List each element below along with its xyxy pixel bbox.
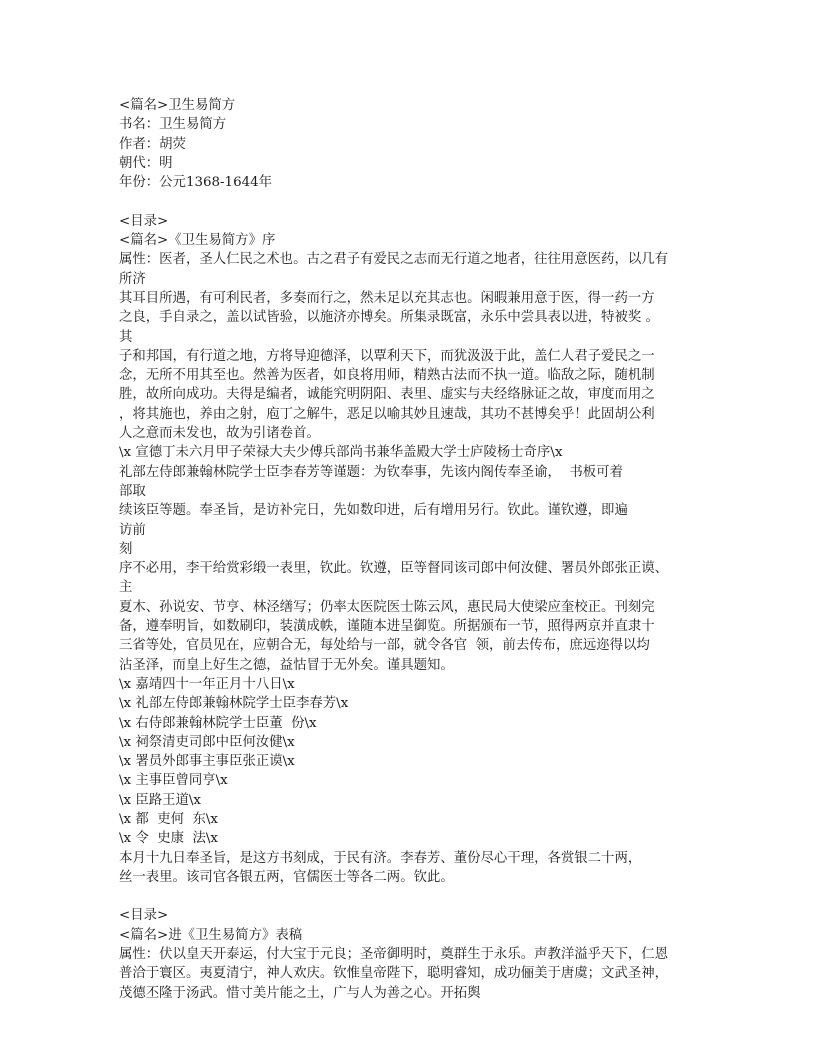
text-line: 访前 [119, 522, 146, 538]
text-line: 属性：伏以皇天开泰运，付大宝于元良；圣帝御明时，奠群生于永乐。声教洋溢乎天下，仁恩 [119, 947, 669, 963]
text-line: 其 [119, 329, 133, 345]
text-line: 刻 [119, 541, 133, 557]
text-line: 所济 [119, 271, 146, 287]
text-line: 普洽于寰区。夷夏清宁，神人欢庆。钦惟皇帝陛下，聪明睿知，成功俪美于唐虞；文武圣神， [119, 966, 669, 982]
text-line: <目录> [119, 908, 169, 924]
text-line: 子和邦国，有行道之地，方将导迎德泽，以覃利天下，而犹汲汲于此，盖仁人君子爱民之一 [119, 348, 655, 364]
text-line: \x 署员外郎事主事臣张正谟\x [119, 754, 295, 770]
text-line: 部取 [119, 483, 146, 499]
text-line: \x 右侍郎兼翰林院学士臣董 份\x [119, 715, 317, 731]
text-line: 礼部左侍郎兼翰林院学士臣李春芳等谨题：为钦奉事，先该内阁传奉圣谕， 书板可着 [119, 464, 623, 480]
text-line: 书名：卫生易简方 [119, 117, 227, 133]
text-line: 其耳目所遇，有可利民者，多奏而行之，然未足以充其志也。闲暇兼用意于医，得一药一方 [119, 290, 655, 306]
text-line: 主 [119, 580, 133, 596]
text-line: 作者：胡荧 [119, 136, 186, 152]
text-line: \x 主事臣曾同亨\x [119, 773, 228, 789]
text-line: 续该臣等题。奉圣旨，是访补完日，先如数印进，后有增用另行。钦此。谨钦遵，即遍 [119, 503, 628, 519]
text-line: 备，遵奉明旨，如数刷印，装潢成帙，谨随本进呈御览。所据颁布一节，照得两京并直隶十 [119, 619, 655, 635]
text-line: \x 都 吏何 东\x [119, 811, 218, 827]
text-line: \x 臣路王道\x [119, 792, 201, 808]
text-line: 朝代：明 [119, 155, 173, 171]
text-line: 序不必用，李干给赏彩缎一表里，钦此。钦遵，臣等督同该司郎中何汝健、署员外郎张正谟、 [119, 561, 669, 577]
document-page [119, 96, 703, 1003]
text-line: <篇名>《卫生易简方》序 [119, 233, 276, 249]
text-line: \x 礼部左侍郎兼翰林院学士臣李春芳\x [119, 696, 349, 712]
text-line: 三省等处，官员见在，应朝合无，每处给与一部，就令各官 领，前去传布，庶远迩得以均 [119, 638, 650, 654]
text-line: <篇名>进《卫生易简方》表稿 [119, 927, 303, 943]
text-line: 年份：公元1368-1644年 [119, 175, 273, 191]
text-line: ，将其施也，养由之射，庖丁之解牛，恶足以喻其妙且速哉，其功不甚博矣乎！此固胡公利 [119, 406, 655, 422]
text-line: 之良，手自录之，盖以试皆验，以施济亦博矣。所集录既富，永乐中尝具表以进，特被奖 。 [119, 310, 659, 326]
text-line: 胜，故所向成功。夫得是编者，诚能究明阴阳、表里、虚实与夫经络脉证之故，审度而用之 [119, 387, 655, 403]
text-line: \x 宣德丁未六月甲子荣禄大夫少傅兵部尚书兼华盖殿大学士庐陵杨士奇序\x [119, 445, 563, 461]
blank-line [119, 192, 703, 211]
text-line: \x 令 史康 法\x [119, 831, 218, 847]
text-line: \x 嘉靖四十一年正月十八日\x [119, 676, 295, 692]
text-line: 夏木、孙说安、节亨、林泾缮写；仍率太医院医士陈云风，惠民局大使梁应奎校正。刊刻完 [119, 599, 655, 615]
text-line: 沾圣泽，而皇上好生之德，益怙冒于无外矣。谨具题知。 [119, 657, 454, 673]
text-line: 丝一表里。该司官各银五两，官儒医士等各二两。钦此。 [119, 869, 454, 885]
text-line: 念，无所不用其至也。然善为医者，如良将用师，精熟古法而不执一道。临敌之际，随机制 [119, 368, 655, 384]
text-line: \x 祠祭清吏司郎中臣何汝健\x [119, 734, 295, 750]
text-line: 属性：医者，圣人仁民之术也。古之君子有爱民之志而无行道之地者，往往用意医药，以几有 [119, 252, 669, 268]
text-line: <篇名>卫生易简方 [119, 98, 236, 113]
blank-line [119, 887, 703, 906]
text-line: 人之意而未发也，故为引诸卷首。 [119, 426, 320, 442]
text-line: 茂德丕隆于汤武。惜寸美片能之土，广与人为善之心。开拓舆 [119, 985, 481, 1001]
text-line: <目录> [119, 213, 169, 229]
text-line: 本月十九日奉圣旨，是这方书刻成，于民有济。李春芳、董份尽心干理，各赏银二十两， [119, 850, 642, 866]
